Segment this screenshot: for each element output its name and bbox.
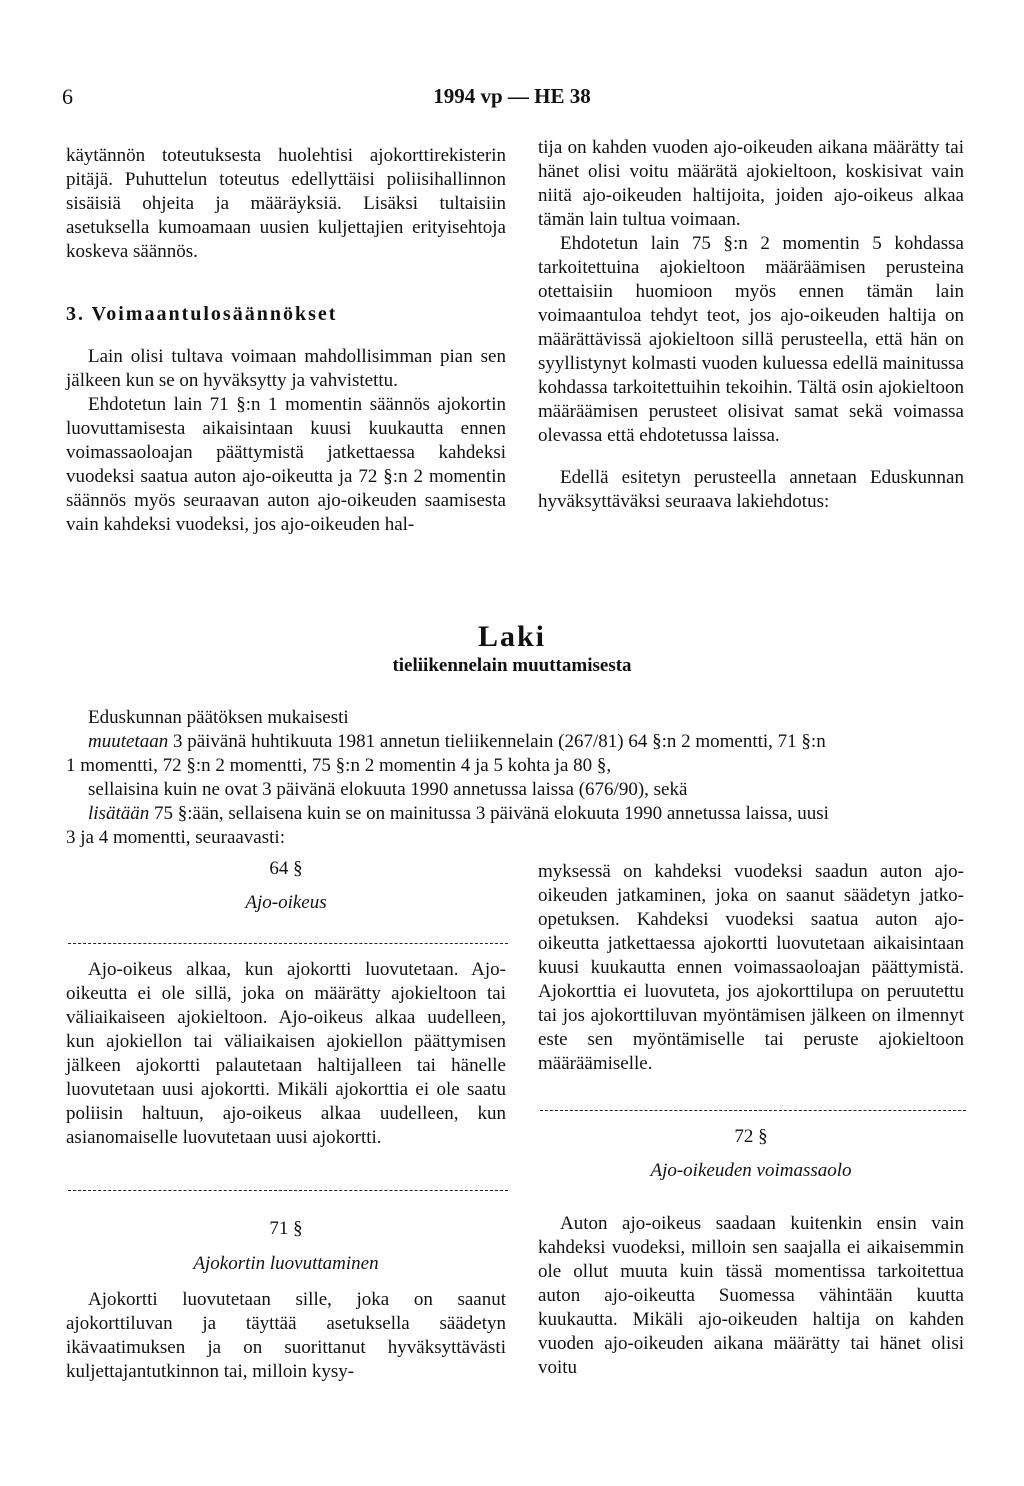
left-paragraph-2: Lain olisi tultava voimaan mahdollisimman pian sen jälkeen kun se on hyväksytty ja vahvistettu. — [66, 346, 506, 391]
running-head: 1994 vp — HE 38 — [433, 84, 591, 108]
section-71-title: Ajokortin luovuttaminen — [193, 1253, 379, 1274]
section-71-continued-text: myksessä on kahdeksi vuodeksi saadun auton ajo-oikeuden jatkaminen, joka on saanut säädetyn jatko-opetuksen. Kahdeksi vuodeksi saatua auton ajo-oikeutta jatkettaessa ajokortti luovutetaan aikaisintaan kuusi kuukautta ennen voimassaoloajan päättymistä. Ajokorttia ei luovuteta, jos ajokorttilupa on peruutettu tai jos ajokorttiluvan myöntämisen jälkeen on ilmennyt este sen myöntämiselle tai peruste ajokieltoon määräämiselle. — [538, 861, 964, 1074]
law-title: Laki — [477, 620, 547, 653]
omission-dashes — [68, 1190, 508, 1191]
section-64-sign: 64 § — [269, 858, 303, 879]
right-paragraph-2: Ehdotetun lain 75 §:n 2 momentin 5 kohdassa tarkoitettuina ajokieltoon määräämisen perusteina otettaisiin huomioon myös ennen tämän lain voimaantuloa tehdyt teot, jos ajo-oikeuden haltija on määrättävissä ajokieltoon sillä perusteella, että hän on syyllistynyt kolmasti vuoden kuluessa edellä mainitussa kohdassa tarkoitettuihin tekoihin. Tältä osin ajokieltoon määräämisen perusteet olisivat samat sekä voimassa olevassa että ehdotetussa laissa. — [538, 233, 964, 446]
preamble-line-2-rest: 3 päivänä huhtikuuta 1981 annetun tieliikennelain (267/81) 64 §:n 2 momentti, 71 §:n — [168, 731, 826, 752]
section-71-continued — [538, 860, 964, 1076]
section-72-sign: 72 § — [734, 1126, 768, 1147]
left-paragraph-3: Ehdotetun lain 71 §:n 1 momentin säännös ajokortin luovuttamisesta aikaisintaan kuusi kuukautta ennen voimassaoloajan päättymistä jatkettaessa kahdeksi vuodeksi saatua auton ajo-oikeutta ja 72 §:n 2 momentin säännös myös seuraavan auton ajo-oikeuden saamisesta vain kahdeksi vuodeksi, jos ajo-oikeuden hal- — [66, 394, 506, 535]
section-72-body — [538, 1212, 964, 1380]
omission-dashes — [540, 1110, 966, 1111]
right-paragraph-1: tija on kahden vuoden ajo-oikeuden aikana määrätty tai hänet olisi voitu määrätä ajokieltoon, koskisivat vain niitä ajo-oikeuden haltijoita, joiden ajo-oikeus alkaa tämän lain tultua voimaan. — [538, 137, 964, 230]
section-72-text: Auton ajo-oikeus saadaan kuitenkin ensin vain kahdeksi vuodeksi, milloin sen saajalla ei aikaisemmin ole ollut muuta kuin tässä momentissa tarkoitettua auton ajo-oikeutta Suomessa vähintään kuutta kuukautta. Mikäli ajo-oikeuden haltija on kahden vuoden ajo-oikeuden aikana määrätty tai hänet olisi voitu — [538, 1213, 964, 1378]
preamble-line-2 — [88, 730, 978, 754]
preamble-line-3: 1 momentti, 72 §:n 2 momentti, 75 §:n 2 momentin 4 ja 5 kohta ja 80 §, — [66, 755, 612, 776]
preamble-line-6: 3 ja 4 momentti, seuraavasti: — [66, 827, 285, 848]
left-column-middle — [66, 345, 506, 537]
section-72-title: Ajo-oikeuden voimassaolo — [650, 1160, 852, 1181]
preamble-line-1: Eduskunnan päätöksen mukaisesti — [88, 707, 349, 728]
preamble-keyword-lisataan: lisätään — [88, 803, 150, 824]
right-column-top — [538, 136, 964, 514]
preamble-line-5 — [88, 802, 978, 826]
section-64-text: Ajo-oikeus alkaa, kun ajokortti luovutetaan. Ajo-oikeutta ei ole sillä, joka on määrätty ajokieltoon tai väliaikaiseen ajokieltoon. Ajo-oikeus alkaa uudelleen, kun ajokiellon tai väliaikaisen ajokiellon päättymisen jälkeen ajokortti palautetaan haltijalleen tai hänelle luovutetaan uusi ajokortti. Mikäli ajokorttia ei ole saatu poliisin haltuun, ajo-oikeus alkaa uudelleen, kun asianomaiselle luovutetaan uusi ajokortti. — [66, 959, 506, 1148]
omission-dashes — [68, 943, 508, 944]
law-subtitle: tieliikennelain muuttamisesta — [392, 655, 632, 676]
section-71-sign: 71 § — [269, 1218, 303, 1239]
preamble-line-5-rest: 75 §:ään, sellaisena kuin se on mainitussa 3 päivänä elokuuta 1990 annetussa laissa, uusi — [149, 803, 829, 824]
law-preamble — [66, 706, 978, 850]
section-heading: 3. Voimaantulosäännökset — [66, 303, 338, 325]
left-column-top — [66, 144, 506, 264]
left-paragraph-1: käytännön toteutuksesta huolehtisi ajokorttirekisterin pitäjä. Puhuttelun toteutus edellyttäisi poliisihallinnon sisäisiä ohjeita ja määräyksiä. Lisäksi tultaisiin asetuksella kumoamaan uusien kuljettajien erityisehtoja koskeva säännös. — [66, 145, 506, 262]
right-paragraph-3: Edellä esitetyn perusteella annetaan Eduskunnan hyväksyttäväksi seuraava lakiehdotus: — [538, 467, 964, 512]
section-71-text: Ajokortti luovutetaan sille, joka on saanut ajokorttiluvan ja täyttää asetuksella säädetyn ikävaatimuksen ja on suorittanut hyväksyttävästi kuljettajantutkinnon tai, milloin kysy- — [66, 1289, 506, 1382]
section-64-title: Ajo-oikeus — [245, 892, 327, 913]
preamble-keyword-muutetaan: muutetaan — [88, 731, 169, 752]
preamble-line-4: sellaisina kuin ne ovat 3 päivänä elokuuta 1990 annetussa laissa (676/90), sekä — [88, 779, 688, 800]
page-number: 6 — [62, 84, 73, 109]
section-71-body — [66, 1288, 506, 1384]
section-64-body — [66, 958, 506, 1150]
